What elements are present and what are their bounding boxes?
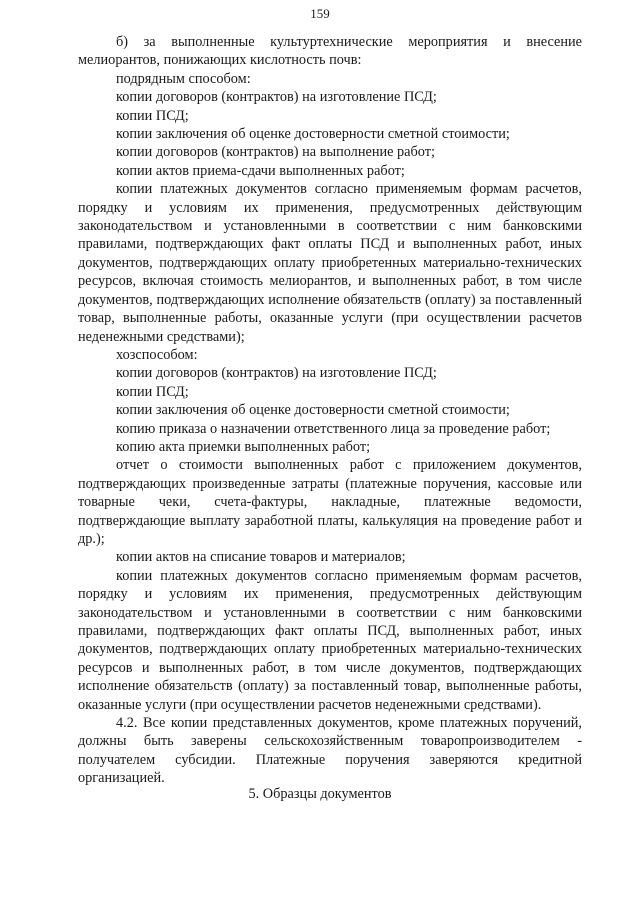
document-body (78, 33, 582, 788)
list-item: копии договоров (контрактов) на изготовление ПСД; (116, 89, 437, 106)
paragraph-contract-method: подрядным способом: (116, 70, 251, 87)
paragraph-intro-b: б) за выполненные культуртехнические мероприятия и внесение мелиорантов, понижающих кислотность почв: (78, 34, 582, 69)
list-item: копии договоров (контрактов) на выполнение работ; (116, 144, 435, 161)
list-item: копию приказа о назначении ответственного лица за проведение работ; (116, 420, 551, 437)
list-item: копии платежных документов согласно применяемым формам расчетов, порядку и условиям их применения, предусмотренных действующим законодательством и установленными в соответствии с ним банковскими правилами, подтверждающих факт оплаты ПСД, выполненных работ, иных документов, подтверждающих оплату приобретенных материально-технических ресурсов и выполненных работ, в том числе документов, подтверждающих исполнение обязательств (оплату) за поставленный товар, выполненные работы, оказанные услуги (при осуществлении расчетов неденежными средствами). (78, 567, 582, 713)
list-item: копии актов на списание товаров и материалов; (116, 549, 406, 566)
list-item: копии заключения об оценке достоверности сметной стоимости; (116, 126, 510, 143)
list-item: копии платежных документов согласно применяемым формам расчетов, порядку и условиям их применения, предусмотренных действующим законодательством и установленными в соответствии с ним банковскими правилами, подтверждающих факт оплаты ПСД и выполненных работ, иных документов, подтверждающих оплату приобретенных материально-технических ресурсов, включая стоимость мелиорантов, и выполненных работ, в том числе документов, подтверждающих исполнение обязательств (оплату) за поставленный товар, выполненные работы, оказанные услуги (при осуществлении расчетов неденежными средствами); (78, 181, 582, 345)
list-item: копии договоров (контрактов) на изготовление ПСД; (116, 365, 437, 382)
page-number: 159 (310, 6, 330, 21)
list-item: копии ПСД; (116, 107, 189, 124)
paragraph-self-method: хозспособом: (116, 346, 198, 363)
list-item: копии заключения об оценке достоверности сметной стоимости; (116, 402, 510, 419)
list-item: копию акта приемки выполненных работ; (116, 438, 371, 455)
section-heading: 5. Образцы документов (248, 786, 392, 802)
list-item: копии актов приема-сдачи выполненных работ; (116, 162, 405, 179)
list-item: копии ПСД; (116, 383, 189, 400)
list-item: отчет о стоимости выполненных работ с приложением документов, подтверждающих произведенные затраты (платежные поручения, кассовые или товарные чеки, счета-фактуры, накладные, платежные ведомости, подтверждающие выплату заработной платы, калькуляция на проведение работ и др.); (78, 457, 582, 547)
paragraph-4-2: 4.2. Все копии представленных документов, кроме платежных поручений, должны быть заверены сельскохозяйственным товаропроизводителем - получателем субсидии. Платежные поручения заверяются кредитной организацией. (78, 715, 582, 787)
